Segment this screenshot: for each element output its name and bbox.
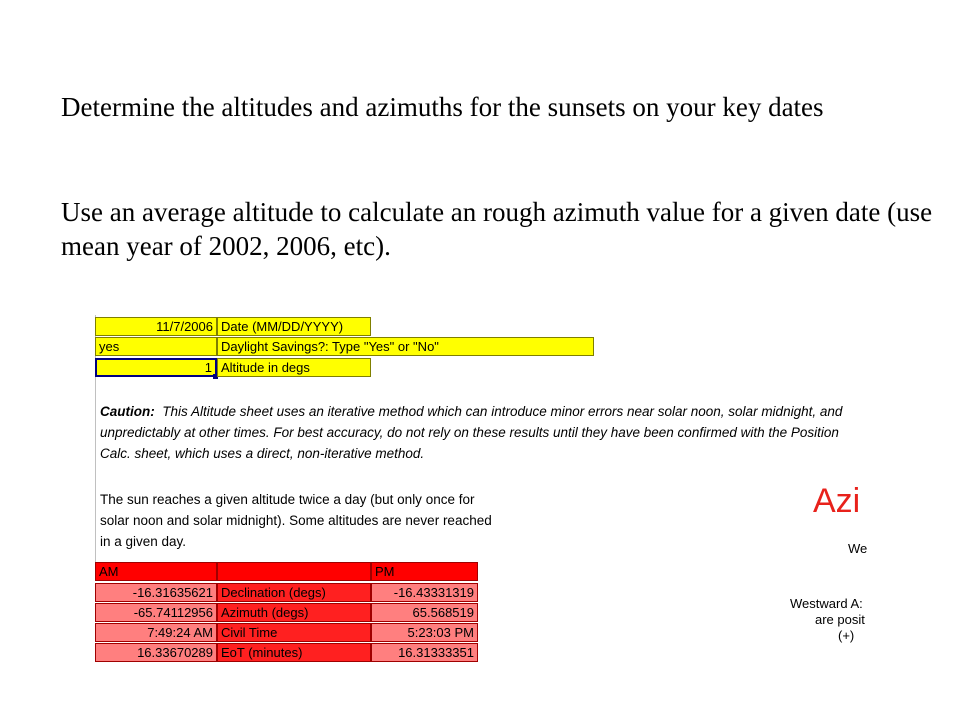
dst-value-cell[interactable]: yes [95, 337, 217, 356]
civil-time-label-cell: Civil Time [217, 623, 371, 642]
pm-declination-cell[interactable]: -16.43331319 [371, 583, 478, 602]
date-label-cell: Date (MM/DD/YYYY) [217, 317, 371, 336]
am-header-cell: AM [95, 562, 217, 581]
header-spacer-cell [217, 562, 371, 581]
altitude-value-cell[interactable]: 1 [95, 358, 217, 377]
am-civil-time-cell[interactable]: 7:49:24 AM [95, 623, 217, 642]
spreadsheet-screenshot [95, 315, 867, 667]
caution-body: This Altitude sheet uses an iterative method which can introduce minor errors near solar noon, solar midnight, and unpredictably at other times. For best accuracy, do not rely on these results until they have been confirmed with the Position Calc. sheet, which uses a direct, non-iterative method. [100, 404, 843, 461]
azimuth-chart-title: Azi [813, 482, 861, 520]
chart-subtitle-fragment: We [848, 541, 868, 556]
pm-azimuth-cell[interactable]: 65.568519 [371, 603, 478, 622]
am-eot-cell[interactable]: 16.33670289 [95, 643, 217, 662]
eot-label-cell: EoT (minutes) [217, 643, 371, 662]
altitude-label-cell: Altitude in degs [217, 358, 371, 377]
pm-header-cell: PM [371, 562, 478, 581]
caution-text [100, 401, 870, 464]
date-value-cell[interactable]: 11/7/2006 [95, 317, 217, 336]
dst-label-cell: Daylight Savings?: Type "Yes" or "No" [217, 337, 594, 356]
caution-heading: Caution: [100, 404, 155, 419]
declination-label-cell: Declination (degs) [217, 583, 371, 602]
instruction-paragraph-1: Determine the altitudes and azimuths for the sunsets on your key dates [61, 92, 824, 122]
azimuth-label-cell: Azimuth (degs) [217, 603, 371, 622]
westward-note-line3: (+) [838, 628, 855, 643]
westward-note-line2: are posit [815, 612, 865, 627]
am-declination-cell[interactable]: -16.31635621 [95, 583, 217, 602]
pm-civil-time-cell[interactable]: 5:23:03 PM [371, 623, 478, 642]
altitude-note: The sun reaches a given altitude twice a day (but only once for solar noon and solar midnight). Some altitudes are never reached in a given day. [100, 492, 492, 549]
pm-eot-cell[interactable]: 16.31333351 [371, 643, 478, 662]
am-azimuth-cell[interactable]: -65.74112956 [95, 603, 217, 622]
westward-note-line1: Westward A: [790, 596, 863, 611]
instruction-paragraph-2: Use an average altitude to calculate an rough azimuth value for a given date (use mean year of 2002, 2006, etc). [61, 197, 933, 261]
